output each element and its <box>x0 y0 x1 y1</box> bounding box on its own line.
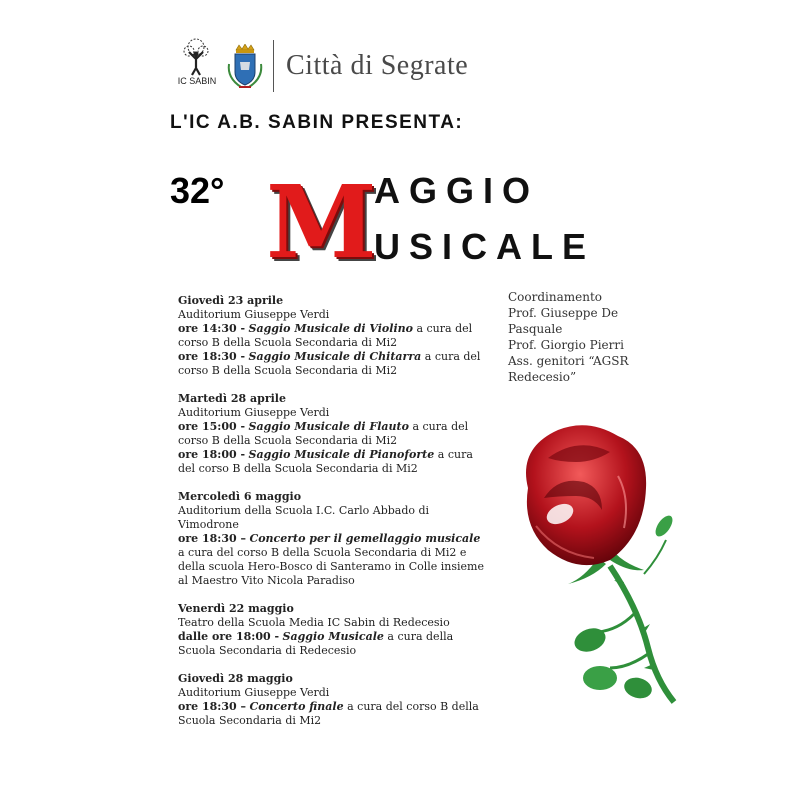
event-time: ore 15:00 - <box>178 420 246 433</box>
event-description: a cura della Scuola Secondaria di Redecesio <box>178 630 454 657</box>
title-initial-m: M <box>266 163 377 281</box>
event-program <box>178 294 484 742</box>
event-title: Saggio Musicale <box>282 630 384 643</box>
event-item <box>178 322 484 350</box>
event-description: a cura del corso B della Scuola Secondaria di Mi2 <box>178 322 473 349</box>
event-item <box>178 448 484 476</box>
header-divider <box>273 40 274 92</box>
event-title: Saggio Musicale di Violino <box>248 322 413 335</box>
coordination-line: Ass. genitori “AGSR Redecesio” <box>508 354 629 384</box>
event-date: Giovedì 23 aprile <box>178 294 284 307</box>
event-time: ore 18:30 – <box>178 532 246 545</box>
event-block <box>178 602 484 658</box>
event-description: a cura del corso B della Scuola Secondaria di Mi2 <box>178 420 469 447</box>
event-description: a cura del corso B della Scuola Secondaria di Mi2 <box>178 350 481 377</box>
event-date: Venerdì 22 maggio <box>178 602 294 615</box>
event-block <box>178 294 484 378</box>
tree-person-logo-icon <box>180 38 212 76</box>
event-item <box>178 700 484 728</box>
coordination-box <box>508 289 648 385</box>
event-title: Concerto per il gemellaggio musicale <box>249 532 481 545</box>
event-description: a cura del corso B della Scuola Secondaria di Mi2 <box>178 700 479 727</box>
event-venue: Teatro della Scuola Media IC Sabin di Redecesio <box>178 616 450 629</box>
ic-sabin-logo <box>176 38 216 92</box>
event-venue: Auditorium Giuseppe Verdi <box>178 406 330 419</box>
coordination-line: Prof. Giuseppe De Pasquale <box>508 306 619 336</box>
event-venue: Auditorium Giuseppe Verdi <box>178 308 330 321</box>
event-title: Saggio Musicale di Chitarra <box>248 350 422 363</box>
event-block <box>178 490 484 588</box>
city-name: Città di Segrate <box>286 50 469 81</box>
event-time: ore 18:30 - <box>178 350 246 363</box>
event-date: Martedì 28 aprile <box>178 392 286 405</box>
coat-of-arms-icon <box>225 44 265 90</box>
red-rose-illustration <box>498 418 688 708</box>
edition-number: 32° <box>170 170 225 211</box>
event-block <box>178 672 484 728</box>
event-item <box>178 350 484 378</box>
event-time: dalle ore 18:00 - <box>178 630 280 643</box>
event-block <box>178 392 484 476</box>
event-time: ore 14:30 - <box>178 322 246 335</box>
event-time: ore 18:00 - <box>178 448 246 461</box>
event-venue: Auditorium della Scuola I.C. Carlo Abbado di Vimodrone <box>178 504 430 531</box>
event-description: a cura del corso B della Scuola Secondaria di Mi2 <box>178 448 473 475</box>
ic-sabin-label: IC SABIN <box>177 76 217 86</box>
title-line-aggio: AGGIO <box>374 170 540 211</box>
event-date: Giovedì 28 maggio <box>178 672 293 685</box>
event-title: Saggio Musicale di Flauto <box>248 420 409 433</box>
title-line-usicale: USICALE <box>374 226 596 267</box>
event-item <box>178 630 484 658</box>
event-description: a cura del corso B della Scuola Secondaria di Mi2 e della scuola Hero-Bosco di Santeramo in Colle insieme al Maestro Vito Nicola Paradiso <box>178 546 484 587</box>
coordination-line: Coordinamento <box>508 290 603 304</box>
event-time: ore 18:30 – <box>178 700 246 713</box>
event-item <box>178 532 484 588</box>
coordination-line: Prof. Giorgio Pierri <box>508 338 624 352</box>
presenter-heading: L'IC A.B. SABIN PRESENTA: <box>170 112 464 133</box>
event-date: Mercoledì 6 maggio <box>178 490 302 503</box>
event-venue: Auditorium Giuseppe Verdi <box>178 686 330 699</box>
event-title: Saggio Musicale di Pianoforte <box>248 448 435 461</box>
event-item <box>178 420 484 448</box>
event-title: Concerto finale <box>249 700 344 713</box>
